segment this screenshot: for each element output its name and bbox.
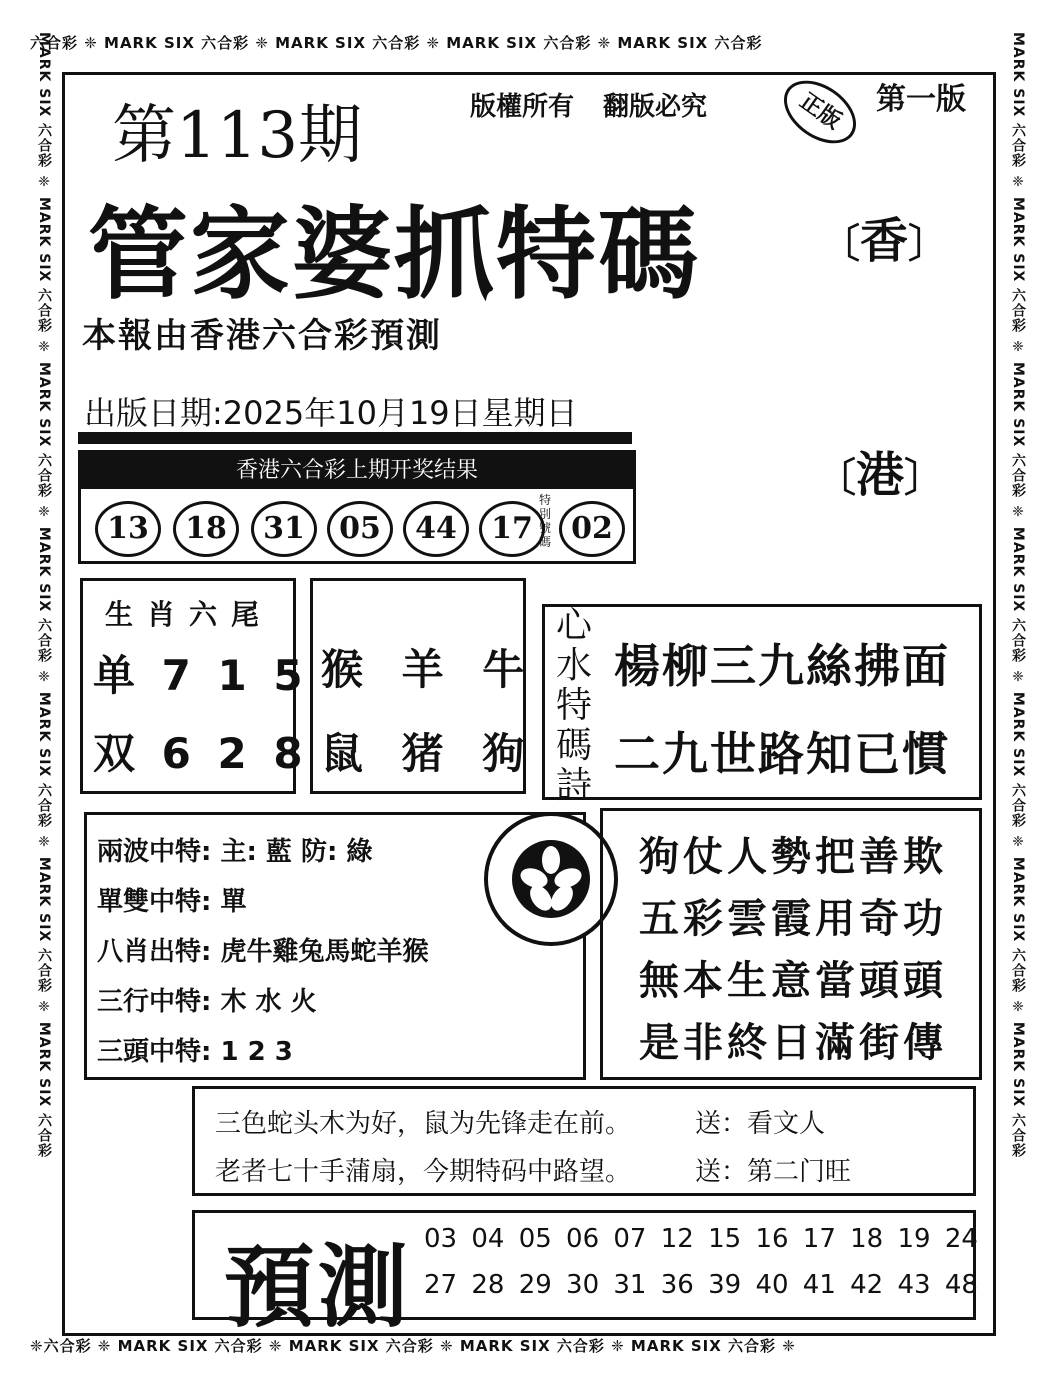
hk-emblem-icon: [484, 812, 618, 946]
deco-gang: 〔港〕: [816, 447, 945, 503]
poem-side-label: 心水特碼詩: [555, 605, 592, 806]
result-ball: 17: [479, 501, 545, 557]
verse-line-1: 三色蛇头木为好，鼠为先锋走在前。: [215, 1109, 632, 1139]
three-element-line: 三行中特: 木 水 火: [97, 987, 317, 1017]
page-subtitle: 本報由香港六合彩預測: [82, 316, 442, 356]
result-ball: 13: [95, 501, 161, 557]
border-right-text: MARK SIX 六合彩 ❈ MARK SIX 六合彩 ❈ MARK SIX 六合彩 ❈ MARK SIX 六合彩 ❈ MARK SIX 六合彩 ❈ MARK SIX 六合彩 ❈ MARK SIX 六合彩: [1010, 32, 1026, 1159]
prediction-row-2: 27 28 29 30 31 36 39 40 41 42 43 48: [424, 1270, 978, 1300]
poem-line-2: 二九世路知已慣: [614, 727, 950, 781]
verse-gift-2: 送：第二门旺: [695, 1157, 852, 1187]
last-results-box: [78, 450, 636, 564]
authentic-stamp: 正版: [772, 68, 867, 156]
zodiac-tail-heading: 生肖六尾: [105, 598, 274, 631]
six-zodiac-box: [310, 578, 537, 794]
two-wave-line: 兩波中特: 主: 藍 防: 綠: [97, 837, 373, 867]
result-ball: 05: [327, 501, 393, 557]
verse-gift-1: 送：看文人: [695, 1109, 826, 1139]
zodiac-tail-box: [80, 578, 309, 794]
date-underline: [78, 432, 632, 444]
verse-line-2: 老者七十手蒲扇，今期特码中路望。: [215, 1157, 632, 1187]
issue-number: 第113期: [112, 99, 363, 173]
bauhinia-icon: [512, 840, 590, 918]
border-bottom-text: ❈六合彩 ❈ MARK SIX 六合彩 ❈ MARK SIX 六合彩 ❈ MARK SIX 六合彩 ❈ MARK SIX 六合彩 ❈: [30, 1337, 796, 1355]
quatrain-line-4: 是非終日滿街傳: [639, 1020, 947, 1066]
eight-zodiac-line: 八肖出特: 虎牛雞兔馬蛇羊猴: [97, 937, 429, 967]
result-ball: 18: [173, 501, 239, 557]
odd-even-line: 單雙中特: 單: [97, 887, 247, 917]
quatrain-line-3: 無本生意當頭頭: [639, 958, 947, 1004]
edition-label: 第一版: [876, 82, 966, 117]
border-left-text: MARK SIX 六合彩 ❈ MARK SIX 六合彩 ❈ MARK SIX 六合彩 ❈ MARK SIX 六合彩 ❈ MARK SIX 六合彩 ❈ MARK SIX 六合彩 ❈ MARK SIX 六合彩: [36, 32, 52, 1159]
odd-tail-row: 单 7 1 5: [93, 651, 309, 700]
zodiac-row-2: 鼠 猪 狗: [321, 729, 537, 778]
special-ball: 02: [559, 501, 625, 557]
prediction-row-1: 03 04 05 06 07 12 15 16 17 18 19 24: [424, 1224, 978, 1254]
special-number-tag: 特別號碼: [539, 493, 552, 549]
poem-line-1: 楊柳三九絲拂面: [614, 639, 950, 693]
result-ball: 44: [403, 501, 469, 557]
border-top-text: 六合彩 ❈ MARK SIX 六合彩 ❈ MARK SIX 六合彩 ❈ MARK SIX 六合彩 ❈ MARK SIX 六合彩: [30, 34, 763, 52]
prediction-title: 預測: [224, 1235, 412, 1340]
result-ball: 31: [251, 501, 317, 557]
three-head-line: 三頭中特: 1 2 3: [97, 1037, 293, 1067]
publish-date: 出版日期:2025年10月19日星期日: [84, 394, 578, 432]
zodiac-row-1: 猴 羊 牛: [321, 645, 537, 694]
quatrain-line-1: 狗仗人勢把善欺: [639, 834, 947, 880]
copyright-notice: 版權所有 翻版必究: [470, 92, 708, 122]
quatrain-line-2: 五彩雲霞用奇功: [639, 896, 947, 942]
page-title: 管家婆抓特碼: [88, 195, 700, 313]
deco-xiang: 〔香〕: [820, 213, 949, 269]
even-tail-row: 双 6 2 8: [93, 729, 309, 778]
verses-box: [192, 1086, 976, 1196]
quatrain-box: [600, 808, 982, 1080]
results-title: 香港六合彩上期开奖结果: [81, 453, 633, 489]
